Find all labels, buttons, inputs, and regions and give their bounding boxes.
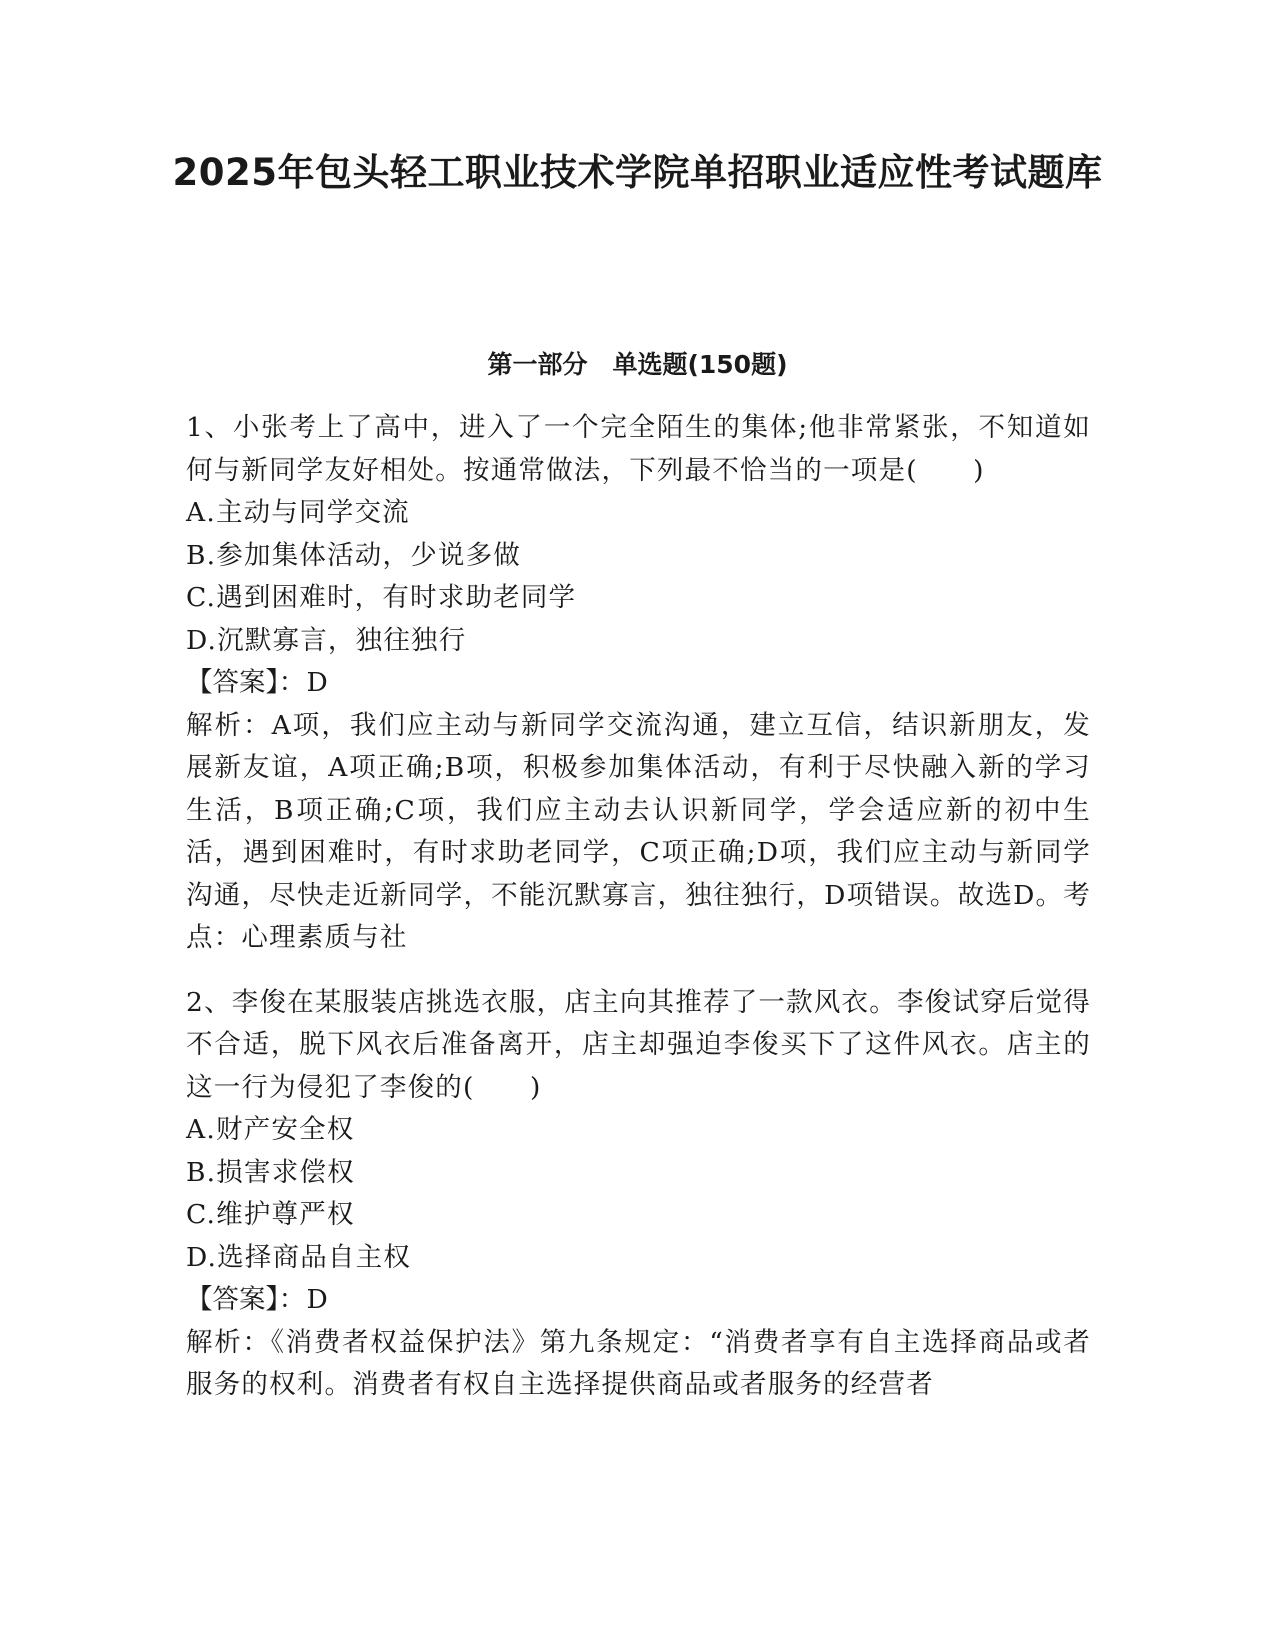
answer-value: ：D xyxy=(278,1284,329,1315)
option-c: C.维护尊严权 xyxy=(186,1199,355,1230)
option-a: A.财产安全权 xyxy=(186,1114,355,1145)
document-title: 2025年包头轻工职业技术学院单招职业适应性考试题库 xyxy=(172,151,1103,194)
answer-label: 【答案】 xyxy=(186,667,279,698)
option-d: D.选择商品自主权 xyxy=(186,1241,412,1273)
option-a: A.主动与同学交流 xyxy=(186,497,410,528)
answer-label: 【答案】 xyxy=(186,1284,279,1315)
question-list xyxy=(186,407,1091,1407)
answer-line xyxy=(186,1279,1091,1322)
option-c: C.遇到困难时，有时求助老同学 xyxy=(186,582,577,613)
analysis-text: 解析：《消费者权益保护法》第九条规定：“消费者享有自主选择商品或者服务的权利。消费者有权自主选择提供商品或者服务的经营者 xyxy=(186,1326,1091,1400)
answer-value: ：D xyxy=(278,667,329,698)
analysis-text: 解析：A项，我们应主动与新同学交流沟通，建立互信，结识新朋友，发展新友谊，A项正确;B项，积极参加集体活动，有利于尽快融入新的学习生活，B项正确;C项，我们应主动去认识新同学，学会适应新的初中生活，遇到困难时，有时求助老同学，C项正确;D项，我们应主动与新同学沟通，尽快走近新同学，不能沉默寡言，独往独行，D项错误。故选D。考点：心理素质与社 xyxy=(186,709,1091,953)
question-stem: 2、李俊在某服装店挑选衣服，店主向其推荐了一款风衣。李俊试穿后觉得不合适，脱下风衣后准备离开，店主却强迫李俊买下了这件风衣。店主的这一行为侵犯了李俊的( ) xyxy=(186,986,1091,1103)
option-b: B.参加集体活动，少说多做 xyxy=(186,539,521,571)
answer-line xyxy=(186,662,1091,705)
option-d: D.沉默寡言，独往独行 xyxy=(186,624,467,656)
question-stem: 1、小张考上了高中，进入了一个完全陌生的集体;他非常紧张，不知道如何与新同学友好相处。按通常做法，下列最不恰当的一项是( ) xyxy=(186,412,1091,486)
option-b: B.损害求偿权 xyxy=(186,1156,355,1188)
question-2 xyxy=(186,982,1091,1407)
question-1 xyxy=(186,407,1091,960)
section-title: 第一部分 单选题(150题) xyxy=(487,350,788,379)
